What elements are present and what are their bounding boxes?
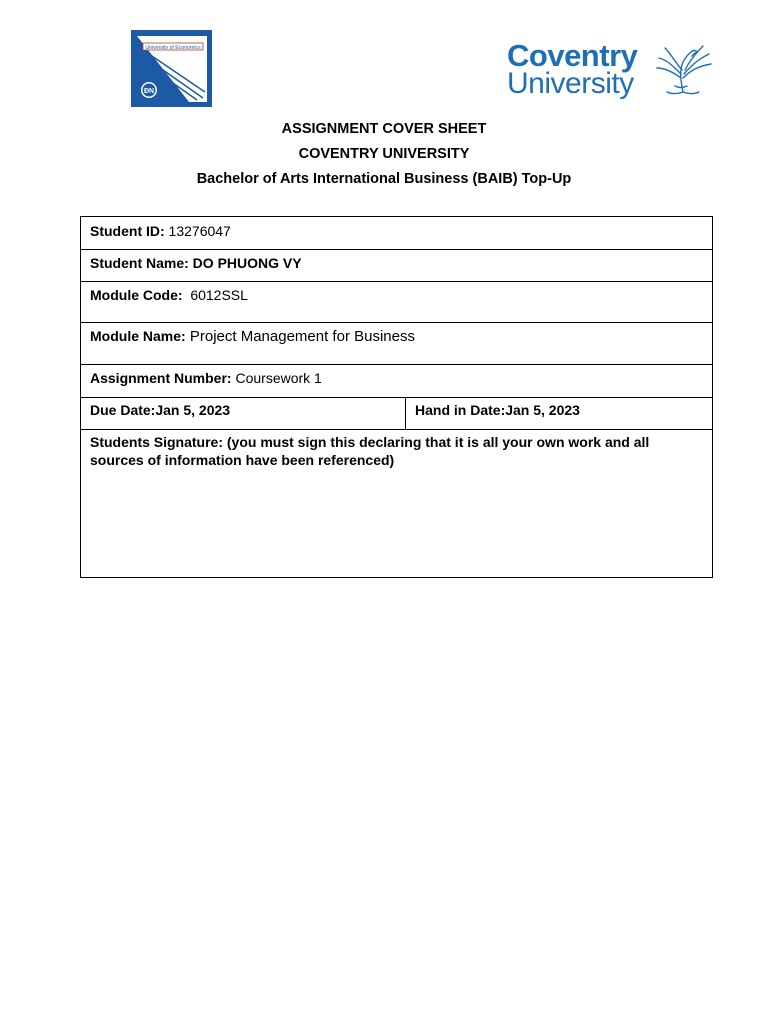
hand-in-date-cell [405,398,580,429]
module-name-value: Project Management for Business [185,328,415,345]
row-module-code [81,282,712,323]
heading-line-3: Bachelor of Arts International Business (BAIB) Top-Up [196,171,572,187]
logo-text-coventry: Coventry [507,38,638,73]
hand-in-date-label: Hand in Date:Jan 5, 2023 [415,402,580,418]
row-student-name [81,250,712,282]
cover-sheet-heading [0,120,768,195]
row-signature [81,430,712,577]
cover-sheet-form [80,216,713,578]
due-date-label: Due Date:Jan 5, 2023 [90,402,231,418]
assignment-number-value: Coursework 1 [231,370,322,386]
university-of-economics-logo [131,30,212,107]
module-name-label: Module Name: [90,328,186,344]
assignment-number-label: Assignment Number: [90,370,232,386]
row-assignment-number [81,365,712,398]
row-dates [81,398,712,430]
phoenix-icon [653,42,715,98]
logo-badge: ĐN [143,88,155,95]
logo-caption: University of Economics [145,45,201,51]
module-code-label: Module Code: [90,287,183,303]
student-id-value: 13276047 [164,223,231,239]
coventry-university-logo [505,40,715,100]
row-student-id [81,217,712,250]
signature-label: Students Signature: (you must sign this declaring that it is all your own work and all sources of information have been referenced) [90,434,650,468]
module-code-value: 6012SSL [182,287,248,303]
row-module-name [81,323,712,365]
student-id-label: Student ID: [90,223,165,239]
heading-line-2: COVENTRY UNIVERSITY [298,146,470,162]
student-name-label: Student Name: DO PHUONG VY [90,255,302,271]
heading-line-1: ASSIGNMENT COVER SHEET [281,121,487,137]
logo-text-university: University [507,67,634,100]
